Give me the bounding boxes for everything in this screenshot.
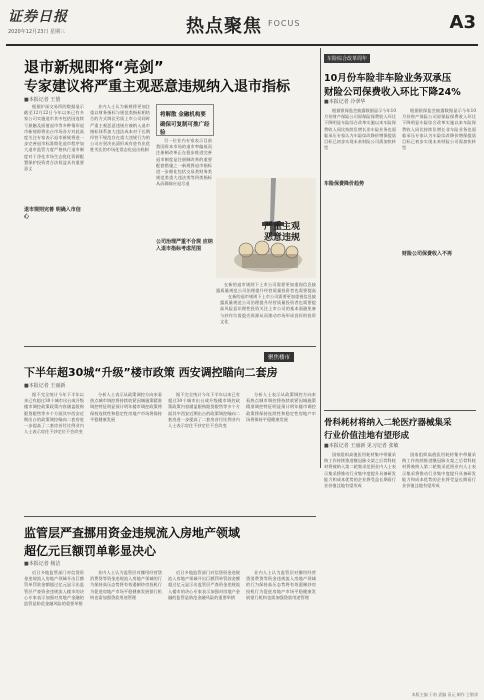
section-title: 热点聚焦	[186, 16, 262, 37]
mid-column-4	[246, 392, 316, 510]
main-column-3b	[216, 282, 316, 294]
paragraph: 在新的退市规则下上市公司需要更加重视信息披露质量规范公司治理提升经营质量投资者也需要提高	[216, 282, 316, 294]
bottom-column-4	[246, 570, 316, 688]
right-bottom-byline: ■本报记者 王丽新 见习记者 张敏	[324, 443, 399, 449]
main-headline-line2: 专家建议将严重主观恶意违规纳入退市指标	[24, 79, 290, 95]
section-rule	[24, 346, 316, 347]
pull-quote-box	[156, 104, 214, 136]
right-bottom-column-1	[324, 452, 396, 686]
right-bottom-headline-1: 骨科耗材将纳入二轮医疗器械集采	[324, 418, 452, 428]
paragraph: 业内人士认为监管层对挪用经营贷消费贷等资金违规流入房地产领域的行为保持高压态势将有效遏制炒房投机行为促进房地产市场平稳健康发展银行机构也需加强贷款用途管理	[90, 570, 162, 600]
quote-line1: 将解散 金融机构要	[160, 112, 206, 118]
mid-headline: 下半年超30城“升级”楼市政策 西安调控瞄向二套房	[24, 366, 278, 379]
bottom-column-3	[168, 570, 240, 688]
right-bottom-headline-2: 行业价值洼地有望形成	[324, 431, 410, 441]
mid-tag: 聚焦楼市	[264, 352, 294, 362]
right-top-column-1	[324, 108, 396, 343]
cartoon-caption: 严重主观 恶意违规	[264, 222, 301, 243]
paragraph: 在新的退市规则下上市公司需要更加重视信息披露质量规范公司治理提升经营质量投资者也需要提高风险意识理性投资关注上市公司的基本面避免参与炒作垃圾股壳资源从而推动市场形成良好的投资文化	[220, 294, 316, 324]
right-top-headline-2: 财险公司保费收入环比下降24%	[324, 87, 461, 98]
paragraph: 据不完全统计今年下半年以来已有超过30个城市出台或升级楼市调控政策政策内容涵盖限购限贷限售等多个方面其中西安近期出台的政策调控瞄向二套房进一步提高了二套房首付比例业内人士表示房住不炒定位不会改变	[168, 392, 240, 429]
mid-byline: ■本报记者 王丽新	[24, 383, 66, 389]
paragraph: 近日多地监管部门对信贷资金违规流入房地产领域开出巨额罚单罚款金额超过亿元显示出监管层严查资金违规流入楼市的决心专家表示加强对房地产金融的监管是防范金融风险的重要举措	[168, 570, 240, 600]
paragraph: 国家组织高值医用耗材集中带量采购工作持续推进继冠脉支架之后骨科耗材将被纳入第二轮集采范围业内人士表示集采将推动行业集中度提升具备研发能力和成本优势的企业将受益长期看行业价值洼地有望形成	[402, 452, 476, 489]
mid-column-2	[90, 392, 162, 510]
bottom-byline: ■本报记者 杨洁	[24, 561, 61, 567]
main-subhead-1: 退市规则完善 明确入市信心	[24, 207, 81, 220]
right-top-tag: 车险综合改革周年	[324, 54, 370, 63]
main-column-4	[220, 294, 316, 340]
section-english: FOCUS	[268, 19, 301, 28]
right-bottom-column-2	[402, 452, 476, 686]
mid-column-3	[168, 392, 240, 510]
main-column-1	[24, 104, 84, 292]
main-column-3	[156, 138, 212, 292]
paragraph: 国家组织高值医用耗材集中带量采购工作持续推进继冠脉支架之后骨科耗材将被纳入第二轮集采范围业内人士表示集采将推动行业集中度提升具备研发能力和成本优势的企业将受益长期看行业价值洼地有望形成	[324, 452, 396, 489]
paragraph: 业内人士认为监管层对挪用经营贷消费贷等资金违规流入房地产领域的行为保持高压态势将有效遏制炒房投机行为促进房地产市场平稳健康发展银行机构也需加强贷款用途管理	[246, 570, 316, 600]
editorial-cartoon	[216, 178, 316, 278]
quote-line2: 确保可复制可推广经验	[160, 122, 210, 136]
paragraph: 根据银保监会披露数据显示今年10月份财产保险公司原保险保费收入环比下降明显车险综合改革实施以来车险保费收入同比持续负增长非车险业务也面临承压专家认为车险综改降价增保提质目标已初步实现未来财险公司需加快转型	[402, 108, 476, 151]
paragraph: 另一位业内专家表示目前我国资本市场的退市率偏低而注册制改革正在稳步推进完善退市制度是注册制改革的重要配套措施之一新规将退市指标进一步细化包括交易类财务类规范类重大违法类等四类指标从而确保应退尽退	[156, 138, 212, 187]
right-top-subhead-1: 车险保费降价趋势	[324, 181, 365, 187]
right-top-headline-1: 10月份车险非车险业务双承压	[324, 73, 452, 84]
masthead	[6, 4, 478, 46]
paragraph: 分析人士表示从政策调控方向来看热点城市调控将持续收紧因城施策精准调控特征明显预计明年楼市调控政策将保持连续性和稳定性房地产市场将保持平稳健康发展	[90, 392, 162, 422]
right-top-byline: ■本报记者 冷翠华	[324, 99, 366, 105]
right-rule	[324, 410, 476, 411]
paragraph: 业内人士认为新规将更加注重以财务指标与规范类指标相结合的方式淘汰劣质上市公司同时严重主观恶意违规应被纳入退市指标体系加大违法成本对于长期经营不规范存在重大违规行为的公司应坚决出清形成有进有出优胜劣汰的市场化常态化退出机制	[90, 104, 150, 153]
section-rule-2	[24, 516, 316, 517]
page-number: A3	[449, 12, 476, 33]
column-divider	[320, 48, 321, 468]
paragraph: 据不完全统计今年下半年以来已有超过30个城市出台或升级楼市调控政策政策内容涵盖限购限贷限售等多个方面其中西安近期出台的政策调控瞄向二套房进一步提高了二套房首付比例业内人士表示房住不炒定位不会改变	[24, 392, 84, 435]
paragraph: 根据银保监会披露数据显示今年10月份财产保险公司原保险保费收入环比下降明显车险综合改革实施以来车险保费收入同比持续负增长非车险业务也面临承压专家认为车险综改降价增保提质目标已初步实现未来财险公司需加快转型	[324, 108, 396, 151]
page-footer: 本版主编 于南 责编 袁元 制作 王敬涛	[411, 692, 478, 697]
main-byline: ■本报记者 王僖	[24, 97, 61, 103]
bottom-headline-1: 监管层严查挪用资金违规流入房地产领域	[24, 526, 241, 540]
bottom-column-1	[24, 570, 84, 688]
paragraph: 分析人士表示从政策调控方向来看热点城市调控将持续收紧因城施策精准调控特征明显预计明年楼市调控政策将保持连续性和稳定性房地产市场将保持平稳健康发展	[246, 392, 316, 422]
main-headline-line1: 退市新规即将“亮剑”	[24, 58, 164, 76]
right-top-subhead-2: 财险公司保费收入不再	[402, 251, 453, 257]
newspaper-logo: 证券日报	[8, 9, 68, 25]
paragraph: 根据沪深交易所的数据显示截至12月22日今年以来已有多家公司实施退市其中包括因连续亏损触及面值退市等多种情形退市新规即将出台市场各方对此高度关注专家表示退市新规将进一步完善退市标准简化退市程序加大退市监管力度严格执行退市制度对于净化市场生态优化资源配置保护投资者合法权益具有重要意义	[24, 104, 84, 172]
right-top-column-2	[402, 108, 476, 343]
main-column-2	[90, 104, 150, 292]
paragraph: 近日多地监管部门对信贷资金违规流入房地产领域开出巨额罚单罚款金额超过亿元显示出监管层严查资金违规流入楼市的决心专家表示加强对房地产金融的监管是防范金融风险的重要举措	[24, 570, 84, 607]
bottom-column-2	[90, 570, 162, 688]
mid-column-1	[24, 392, 84, 510]
issue-date: 2020年12月23日 星期三	[8, 29, 66, 35]
bottom-headline-2: 超亿元巨额罚单彰显决心	[24, 544, 157, 558]
main-subhead-3: 公司治理严重不合规 应纳入退市指标考虑范围	[156, 239, 213, 252]
